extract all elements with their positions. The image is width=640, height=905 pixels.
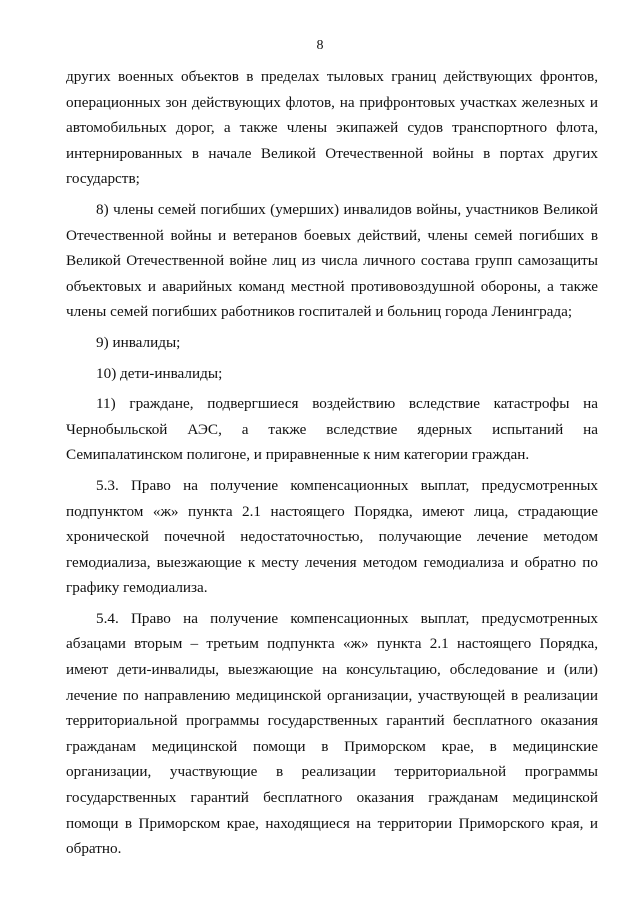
document-body [66, 64, 598, 867]
paragraph-clause-5-3: 5.3. Право на получение компенсационных выплат, предусмотренных подпунктом «ж» пункта 2.1 настоящего Порядка, имеют лица, страдающие хронической почечной недостаточностью, получающие лечение методом гемодиализа, выезжающие к месту лечения методом гемодиализа и обратно по графику гемодиализа. [66, 476, 598, 597]
paragraph-clause-5-4: 5.4. Право на получение компенсационных выплат, предусмотренных абзацами вторым – третьим подпункта «ж» пункта 2.1 настоящего Порядка, имеют дети-инвалиды, выезжающие на консультацию, обследование и (или) лечение по направлению медицинской организации, участвующей в реализации территориальной программы государственных гарантий бесплатного оказания гражданам медицинской помощи в Приморском крае, в медицинские организации, участвующие в реализации территориальной программы государственных гарантий бесплатного оказания гражданам медицинской помощи в Приморском крае, находящиеся на территории Приморского края, и обратно. [66, 609, 598, 858]
paragraph-item-8: 8) члены семей погибших (умерших) инвалидов войны, участников Великой Отечественной войны и ветеранов боевых действий, члены семей погибших в Великой Отечественной войне лиц из числа личного состава групп самозащиты объектовых и аварийных команд местной противовоздушной обороны, а также члены семей погибших работников госпиталей и больниц города Ленинграда; [66, 200, 598, 321]
paragraph-continuation: других военных объектов в пределах тыловых границ действующих фронтов, операционных зон действующих флотов, на прифронтовых участках железных и автомобильных дорог, а также члены экипажей судов транспортного флота, интернированных в начале Великой Отечественной войны в портах других государств; [66, 68, 598, 188]
paragraph-item-10: 10) дети-инвалиды; [96, 364, 223, 382]
page-number: 8 [316, 38, 324, 53]
paragraph-item-11: 11) граждане, подвергшиеся воздействию вследствие катастрофы на Чернобыльской АЭС, а также вследствие ядерных испытаний на Семипалатинском полигоне, и приравненные к ним категории граждан. [66, 395, 598, 464]
paragraph-item-9: 9) инвалиды; [96, 333, 181, 351]
